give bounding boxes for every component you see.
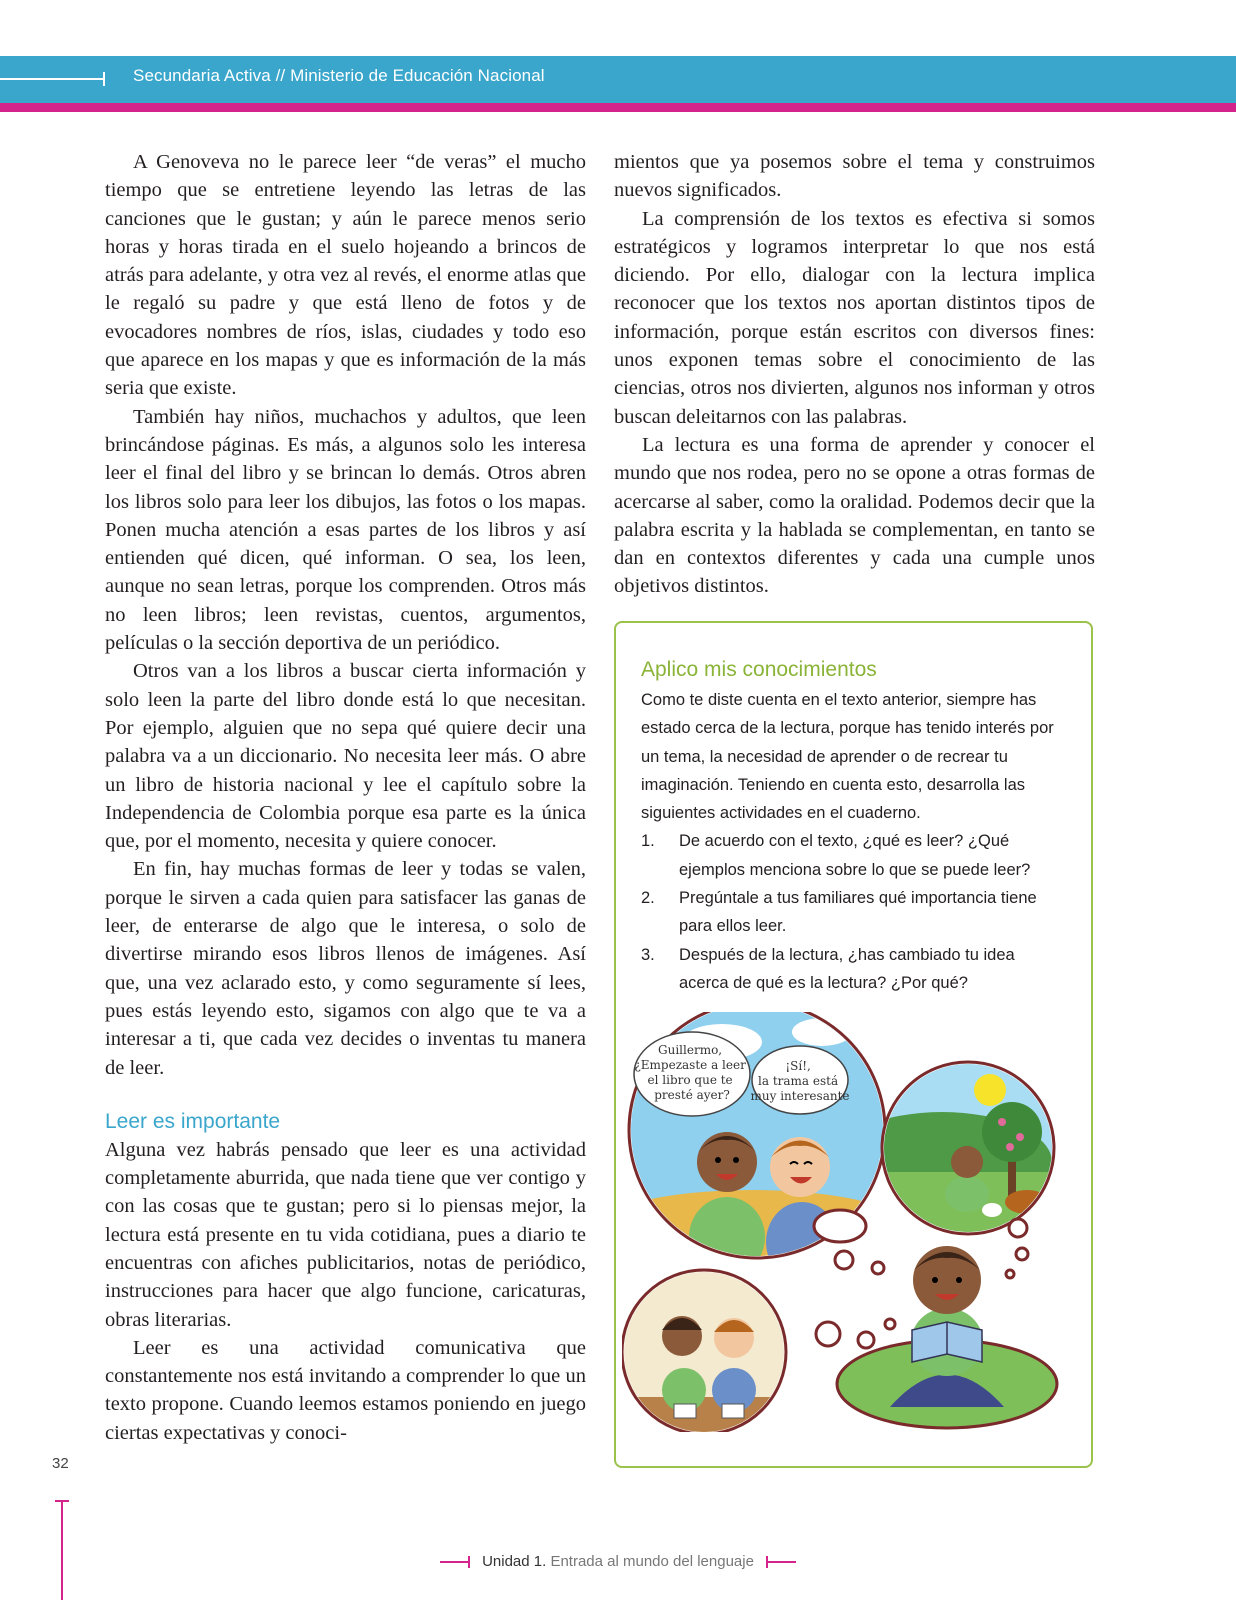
paragraph: Leer es una actividad comunicativa que constantemente nos está invitando a comprender lo que un texto propone. Cuando leemos estamos poniendo en juego ciertas expectativas y conoci-	[105, 1336, 586, 1444]
margin-rule	[61, 1500, 63, 1600]
footer-rule-left	[440, 1561, 470, 1563]
header-rule-tick	[103, 72, 105, 86]
footer-rule-right	[766, 1561, 796, 1563]
paragraph: También hay niños, muchachos y adultos, que leen brincándose páginas. Es más, a algunos solo les interesa leer el final del libro y se brincan lo demás. Otros abren los libros solo para leer los dibujos, las fotos o los mapas. Ponen mucha atención a esas partes de los libros y así entienden qué dicen, qué informan. O sea, los leen, aunque no sean letras, porque los comprenden. Otros más no leen libros; leen revistas, cuentos, argumentos, películas o la sección deportiva de un periódico.	[105, 405, 586, 655]
paragraph: En fin, hay muchas formas de leer y todas se valen, porque le sirven a cada quien para satisfacer las ganas de leer, de enterarse de algo que le interesa, o solo de divertirse mirando esos libros llenos de imágenes. Así que, una vez aclarado esto, y como seguramente sí lees, pues estás leyendo esto, sigamos con algo que te va a interesar a ti, que cada vez decides o inventas tu manera de leer.	[105, 858, 586, 1079]
list-text: Después de la lectura, ¿has cambiado tu idea acerca de qué es la lectura? ¿Por qué?	[679, 945, 1015, 992]
list-item	[641, 884, 1061, 941]
header-title: Secundaria Activa // Ministerio de Educación Nacional	[133, 66, 545, 85]
footer	[0, 1553, 1236, 1570]
speech-line: ¡Sí!,	[785, 1059, 811, 1073]
list-number: 3.	[641, 945, 655, 964]
margin-rule-tick	[55, 1500, 69, 1502]
speech-line: Guillermo,	[658, 1043, 723, 1057]
header-accent-stripe	[0, 103, 1236, 112]
speech-line: muy interesante	[750, 1089, 850, 1103]
activity-list	[641, 827, 1061, 997]
paragraph: A Genoveva no le parece leer “de veras” el mucho tiempo que se entretiene leyendo las letras de las canciones que le gustan; y aún le parece menos serio horas y horas tirada en el suelo hojeando a brincos de atrás para adelante, y otra vez al revés, el enorme atlas que le regaló su padre y que está lleno de fotos y de evocadores nombres de ríos, islas, ciudades y todo eso que aparece en los mapas y que es información de la más seria que existe.	[105, 151, 586, 400]
speech-line: la trama está	[758, 1074, 839, 1088]
speech-line: presté ayer?	[654, 1088, 730, 1102]
footer-unit-label: Unidad 1.	[482, 1553, 547, 1570]
conversation-scene	[622, 1012, 912, 1282]
reading-illustration	[622, 1012, 1084, 1432]
classroom-scene	[622, 1270, 792, 1432]
page-number: 32	[52, 1455, 69, 1472]
paragraph: La comprensión de los textos es efectiva si somos estratégicos y logramos interpretar lo que nos está diciendo. Por ello, dialogar con la lectura implica reconocer que los textos nos aportan distintos tipos de información, porque están escritos con diversos fines: unos exponen temas sobre el conocimiento de las ciencias, otros nos divierten, algunos nos informan y otros buscan deleitarnos con las palabras.	[614, 207, 1095, 428]
list-number: 2.	[641, 889, 655, 908]
paragraph: Otros van a los libros a buscar cierta información y solo leen la parte del libro donde está lo que necesitan. Por ejemplo, alguien que no sepa qué quiere decir una palabra va a un diccionario. No necesita leer más. O abre un libro de historia nacional y lee el capítulo sobre la Independencia de Colombia porque esa parte es la única que, por el momento, necesita y quiere conocer.	[105, 660, 586, 853]
speech-line: el libro que te	[647, 1073, 733, 1087]
activity-body	[641, 686, 1061, 997]
activity-title: Aplico mis conocimientos	[641, 658, 877, 681]
list-text: Pregúntale a tus familiares qué importancia tiene para ellos leer.	[679, 889, 1037, 936]
section-title: Leer es importante	[105, 1109, 281, 1133]
list-number: 1.	[641, 832, 655, 851]
paragraph: mientos que ya posemos sobre el tema y construimos nuevos significados.	[614, 151, 1095, 202]
right-column	[614, 148, 1095, 601]
footer-unit-title: Entrada al mundo del lenguaje	[550, 1553, 754, 1570]
list-item	[641, 827, 1061, 884]
header-rule	[0, 78, 104, 80]
list-item	[641, 941, 1061, 998]
speech-line: ¿Empezaste a leer	[634, 1058, 746, 1072]
list-text: De acuerdo con el texto, ¿qué es leer? ¿Qué ejemplos menciona sobre lo que se puede leer?	[679, 832, 1031, 879]
left-column	[105, 148, 586, 1447]
activity-intro: Como te diste cuenta en el texto anterior, siempre has estado cerca de la lectura, porque has tenido interés por un tema, la necesidad de aprender o de recrear tu imaginación. Teniendo en cuenta esto, desarrolla las siguientes actividades en el cuaderno.	[641, 691, 1054, 823]
paragraph: La lectura es una forma de aprender y conocer el mundo que nos rodea, pero no se opone a otras formas de acercarse al saber, como la oralidad. Podemos decir que la palabra escrita y la hablada se complementan, en tanto se dan en contextos diferentes y cada una cumple unos objetivos distintos.	[614, 433, 1095, 598]
paragraph: Alguna vez habrás pensado que leer es una actividad completamente aburrida, que nada tiene que ver contigo y con las cosas que te gustan; pero si lo piensas mejor, la lectura está presente en tu vida cotidiana, pues a diario te encuentras con afiches publicitarios, notas de periódico, instrucciones para hacer que algo funcione, caricaturas, obras literarias.	[105, 1138, 586, 1331]
